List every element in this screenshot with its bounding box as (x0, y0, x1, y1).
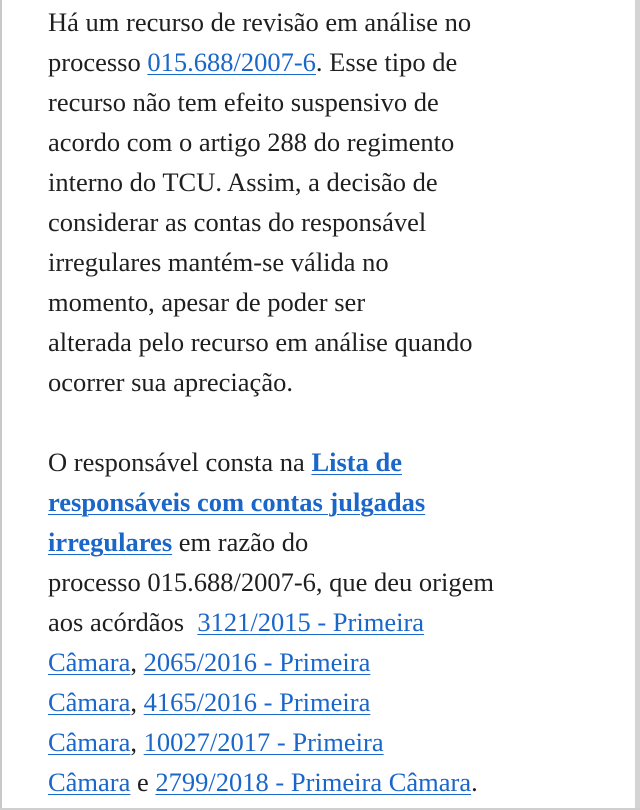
text-line (48, 602, 623, 642)
text-line (48, 722, 623, 762)
text-fragment: . Esse tipo de (315, 47, 458, 77)
text-line: alterada pelo recurso em análise quando (48, 327, 473, 357)
text-line (48, 522, 623, 562)
acordao-3121-2015-link[interactable]: 3121/2015 - Primeira (197, 607, 425, 637)
text-fragment: processo (48, 47, 148, 77)
text-line (48, 482, 623, 522)
separator: , (130, 727, 144, 757)
text-line (48, 642, 623, 682)
acordao-10027-2017-link[interactable]: 10027/2017 - Primeira (143, 727, 384, 757)
acordao-4165-2016-link[interactable]: 4165/2016 - Primeira (143, 687, 371, 717)
process-number-link[interactable]: 015.688/2007-6 (147, 47, 316, 77)
left-border (0, 0, 2, 810)
irregular-list-link[interactable]: Lista de (311, 447, 403, 477)
text-line: momento, apesar de poder ser (48, 287, 366, 317)
text-fragment: em razão do (172, 527, 309, 557)
acordao-10027-2017-link[interactable]: Câmara (48, 767, 131, 797)
text-line (48, 442, 623, 482)
acordao-4165-2016-link[interactable]: Câmara (48, 727, 131, 757)
text-line: acordo com o artigo 288 do regimento (48, 127, 455, 157)
irregular-list-link[interactable]: responsáveis com contas julgadas (48, 487, 426, 517)
text-fragment: O responsável consta na (48, 447, 312, 477)
text-line: processo 015.688/2007-6, que deu origem (48, 567, 494, 597)
separator: , (130, 647, 144, 677)
acordao-2065-2016-link[interactable]: 2065/2016 - Primeira (143, 647, 371, 677)
acordao-2065-2016-link[interactable]: Câmara (48, 687, 131, 717)
right-scrollbar-edge (635, 0, 640, 810)
text-line: recurso não tem efeito suspensivo de (48, 87, 439, 117)
acordao-2799-2018-link[interactable]: 2799/2018 - Primeira Câmara (155, 767, 472, 797)
irregular-list-link[interactable]: irregulares (48, 527, 173, 557)
text-line (48, 762, 623, 802)
text-fragment: . (471, 767, 478, 797)
text-fragment: aos acórdãos (48, 607, 198, 637)
text-line: irregulares mantém-se válida no (48, 247, 389, 277)
text-line: interno do TCU. Assim, a decisão de (48, 167, 438, 197)
text-line (48, 682, 623, 722)
text-line (48, 42, 623, 82)
separator: e (130, 767, 156, 797)
irregular-list-paragraph (48, 442, 623, 802)
text-line: Há um recurso de revisão em análise no (48, 7, 472, 37)
revision-notice-paragraph (48, 2, 623, 402)
article-content (48, 2, 623, 802)
acordao-3121-2015-link[interactable]: Câmara (48, 647, 131, 677)
text-line: considerar as contas do responsável (48, 207, 427, 237)
text-line: ocorrer sua apreciação. (48, 367, 293, 397)
separator: , (130, 687, 144, 717)
